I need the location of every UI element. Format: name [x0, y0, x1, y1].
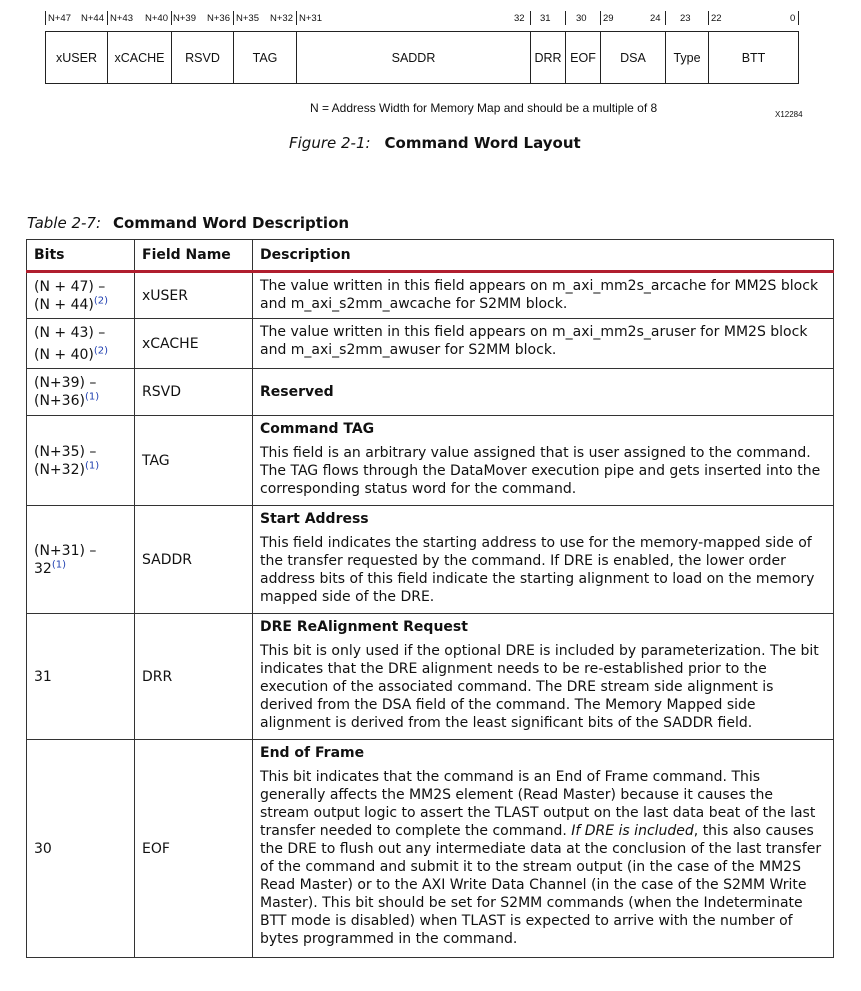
table-caption-title: Command Word Description — [113, 214, 350, 232]
table-header-row — [27, 240, 834, 272]
field-saddr: SADDR — [297, 32, 531, 83]
bit-number-row — [0, 11, 861, 27]
table-caption-label: Table 2-7: — [27, 214, 102, 232]
bit-tick — [600, 11, 601, 25]
field-dsa: DSA — [601, 32, 666, 83]
bit-label: 30 — [576, 13, 587, 24]
bit-tick — [107, 11, 108, 25]
description-title: DRE ReAlignment Request — [260, 619, 468, 635]
cell-description: End of Frame This bit indicates that the command is an End of Frame command. This generally affects the MM2S element (Read Master) because it causes the stream output logic to assert the TLAST output on the last data beat of the last transfer needed to complete the command. If DRE is included, this also causes the DRE to flush out any intermediate data at the conclusion of the last transfer of the command and submit it to the stream output (in the case of the MM2S Read Master) or to the AXI Write Data Channel (in the case of the S2MM Write Master). This bit should be set for S2MM commands (when the Indeterminate BTT mode is disabled) when TLAST is expected to arrive with the number of bytes programmed in the command. — [253, 740, 834, 958]
cell-bits: 31 — [27, 614, 135, 740]
description-title: Command TAG — [260, 421, 375, 437]
field-drr: DRR — [531, 32, 566, 83]
cell-field: EOF — [135, 740, 253, 958]
header-description: Description — [253, 240, 834, 272]
bit-tick — [171, 11, 172, 25]
field-type: Type — [666, 32, 709, 83]
cell-bits: 30 — [27, 740, 135, 958]
bit-tick — [798, 11, 799, 25]
bit-label: 24 — [650, 13, 661, 24]
cell-field: SADDR — [135, 506, 253, 614]
figure-note: N = Address Width for Memory Map and should be a multiple of 8 — [310, 101, 658, 115]
description-title: End of Frame — [260, 745, 365, 761]
footnote-ref[interactable]: (2) — [93, 344, 109, 356]
figure-caption-title: Command Word Layout — [384, 134, 581, 152]
bit-label: 22 — [711, 13, 722, 24]
bit-label: 32 — [514, 13, 525, 24]
bit-label: N+35 — [236, 13, 259, 24]
cell-field: RSVD — [135, 369, 253, 416]
cell-bits: (N + 43) – $(N + 40)^{(2)}$ — [27, 319, 135, 369]
table-row — [27, 506, 834, 614]
cell-bits: (N+39) – $(N+36)^{(1)}$ — [27, 369, 135, 416]
cell-bits: (N+31) –32$^{(1)}$ — [27, 506, 135, 614]
bit-label: 23 — [680, 13, 691, 24]
footnote-ref[interactable]: (1) — [84, 391, 100, 403]
cell-description: The value written in this field appears on m_axi_mm2s_arcache for MM2S block and m_axi_s2mm_awcache for S2MM block. — [253, 272, 834, 319]
bit-label: N+44 — [81, 13, 104, 24]
bit-tick — [708, 11, 709, 25]
field-btt: BTT — [741, 50, 766, 65]
description-title: Start Address — [260, 511, 369, 527]
bit-label: N+40 — [145, 13, 168, 24]
bit-tick — [45, 11, 46, 25]
footnote-ref[interactable]: (1) — [84, 459, 100, 471]
cell-bits: (N + 47) – $(N + 44)^{(2)}$ — [27, 272, 135, 319]
bit-label: N+39 — [173, 13, 196, 24]
cell-field: DRR — [135, 614, 253, 740]
field-eof: EOF — [566, 32, 601, 83]
figure-caption-label: Figure 2-1: — [289, 134, 371, 152]
field-tag: TAG — [234, 32, 297, 83]
field-rsvd: RSVD — [172, 32, 234, 83]
command-word-table — [26, 239, 834, 958]
footnote-ref[interactable]: (1) — [51, 558, 66, 570]
bit-label: N+43 — [110, 13, 133, 24]
bit-tick — [665, 11, 666, 25]
bit-label: 29 — [603, 13, 614, 24]
figure-id: X12284 — [775, 110, 803, 119]
command-word-fields — [45, 31, 799, 84]
bit-label: N+47 — [48, 13, 71, 24]
table-row — [27, 319, 834, 369]
cell-field: xUSER — [135, 272, 253, 319]
bit-tick — [530, 11, 531, 25]
field-xcache: xCACHE — [108, 32, 172, 83]
cell-description: The value written in this field appears on m_axi_mm2s_aruser for MM2S block and m_axi_s2mm_awuser for S2MM block. — [253, 319, 834, 369]
cell-description: DRE ReAlignment Request This bit is only used if the optional DRE is included by parameterization. The bit indicates that the DRE alignment needs to be re-established prior to the execution of the associated command. The DRE stream side alignment is derived from the DSA field of the command. The Memory Mapped side alignment is derived from the least significant bits of the SADDR field. — [253, 614, 834, 740]
field-xuser: xUSER — [46, 32, 108, 83]
table-row — [27, 416, 834, 506]
cell-field: TAG — [135, 416, 253, 506]
bit-tick — [296, 11, 297, 25]
cell-bits: (N+35) – $(N+32)^{(1)}$ — [27, 416, 135, 506]
table-caption — [27, 214, 349, 232]
cell-description: Start Address This field indicates the starting address to use for the memory-mapped side of the transfer requested by the command. If DRE is enabled, the lower order address bits of this field indicate the starting alignment to load on the memory mapped side of the DRE. — [253, 506, 834, 614]
bit-label: N+32 — [270, 13, 293, 24]
header-bits: Bits — [27, 240, 135, 272]
bit-label: N+36 — [207, 13, 230, 24]
cell-description: Reserved — [253, 369, 834, 416]
table-row — [27, 272, 834, 319]
bit-tick — [565, 11, 566, 25]
footnote-ref[interactable]: (2) — [93, 294, 109, 306]
header-field-name: Field Name — [135, 240, 253, 272]
bit-label: 31 — [540, 13, 551, 24]
table-row — [27, 369, 834, 416]
bit-tick — [233, 11, 234, 25]
table-row — [27, 740, 834, 958]
cell-description: Command TAG This field is an arbitrary value assigned that is user assigned to the command. The TAG flows through the DataMover execution pipe and gets inserted into the corresponding status word for the command. — [253, 416, 834, 506]
bit-label: 0 — [790, 13, 796, 24]
cell-field: xCACHE — [135, 319, 253, 369]
bit-label: N+31 — [299, 13, 322, 24]
table-row — [27, 614, 834, 740]
figure-caption — [289, 134, 581, 152]
